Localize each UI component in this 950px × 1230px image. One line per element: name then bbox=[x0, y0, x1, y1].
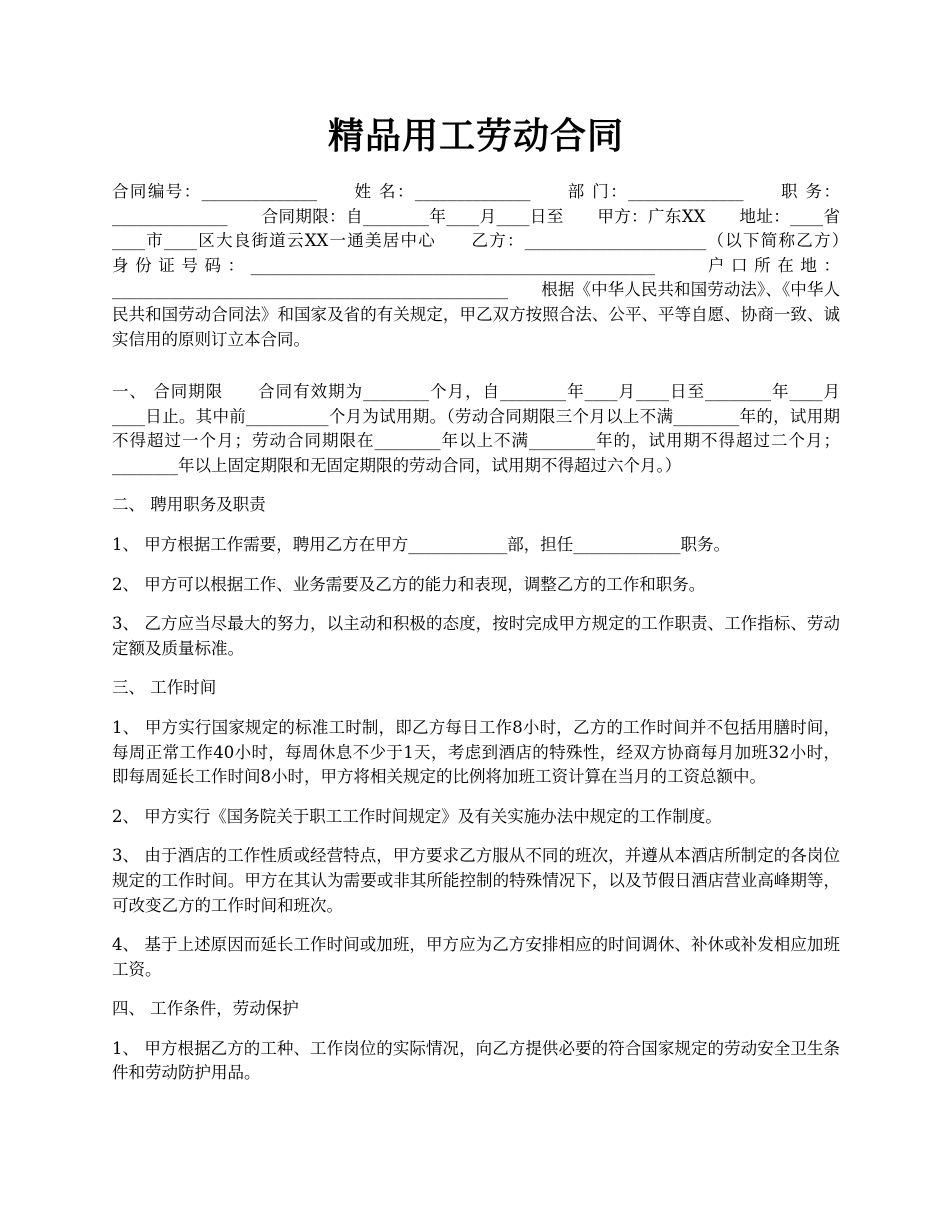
paragraph-hours-1: 1、 甲方实行国家规定的标准工时制，即乙方每日工作8小时，乙方的工作时间并不包括用膳时间，每周正常工作40小时，每周休息不少于1天，考虑到酒店的特殊性，经双方协商每月加班32小时，即每周延长工作时间8小时，甲方将相关规定的比例将加班工资计算在当月的工资总额中。 bbox=[112, 717, 840, 787]
paragraph-hours-3: 3、 由于酒店的工作性质或经营特点，甲方要求乙方服从不同的班次，并遵从本酒店所制定的各岗位规定的工作时间。甲方在其认为需要或非其所能控制的特殊情况下，以及节假日酒店营业高峰期等，可改变乙方的工作时间和班次。 bbox=[112, 846, 840, 915]
paragraph-position-3: 3、 乙方应当尽最大的努力，以主动和积极的态度，按时完成甲方规定的工作职责、工作指标、劳动定额及质量标准。 bbox=[112, 614, 840, 658]
paragraph-position-1: 1、 甲方根据工作需要，聘用乙方在甲方____________部，担任_____________职务。 bbox=[112, 534, 730, 554]
heading-position-duties: 二、 聘用职务及职责 bbox=[112, 495, 266, 515]
paragraph-hours-4: 4、 基于上述原因而延长工作时间或加班，甲方应为乙方安排相应的时间调休、补休或补发相应加班工资。 bbox=[112, 935, 840, 979]
paragraph-conditions-1: 1、 甲方根据乙方的工种、工作岗位的实际情况，向乙方提供必要的符合国家规定的劳动安全卫生条件和劳动防护用品。 bbox=[112, 1038, 840, 1083]
contract-header-block bbox=[112, 180, 873, 352]
paragraph-contract-term: 一、 合同期限 合同有效期为________个月，自________年____月____日至________年____月____日止。其中前__________个月为试用期。（劳动合同期限三个月以上不满________年的，试用期不得超过一个月；劳动合同期限在________年以上不满________年的，试用期不得超过二个月；________年以上固定期限和无固定期限的劳动合同，试用期不得超过六个月。） bbox=[112, 382, 840, 475]
document-title: 精品用工劳动合同 bbox=[327, 115, 624, 157]
paragraph-hours-2: 2、 甲方实行《国务院关于职工工作时间规定》及有关实施办法中规定的工作制度。 bbox=[112, 806, 722, 826]
paragraph-position-2: 2、 甲方可以根据工作、业务需要及乙方的能力和表现，调整乙方的工作和职务。 bbox=[112, 574, 706, 594]
header-fields-paragraph: 合同编号：______________ 姓 名：______________ 部 门：______________ 职 务：______________ 合同期限：自________年____月____日至 甲方：广东XX 地址：____省____市____区大良街道云XX一通美居中心 乙方：______________________（以下简称乙方） 身份证号码：_________________________________________________ 户口所在地：________________________________________________ 根据《中华人民共和国劳动法》、《中华人民共和国劳动合同法》和国家及省的有关规定，甲乙双方按照合法、公平、平等自愿、协商一致、诚实信用的原则订立本合同。 bbox=[112, 182, 873, 349]
heading-work-conditions: 四、 工作条件，劳动保护 bbox=[112, 999, 299, 1019]
contract-body bbox=[112, 380, 840, 1101]
heading-working-hours: 三、 工作时间 bbox=[112, 678, 217, 698]
